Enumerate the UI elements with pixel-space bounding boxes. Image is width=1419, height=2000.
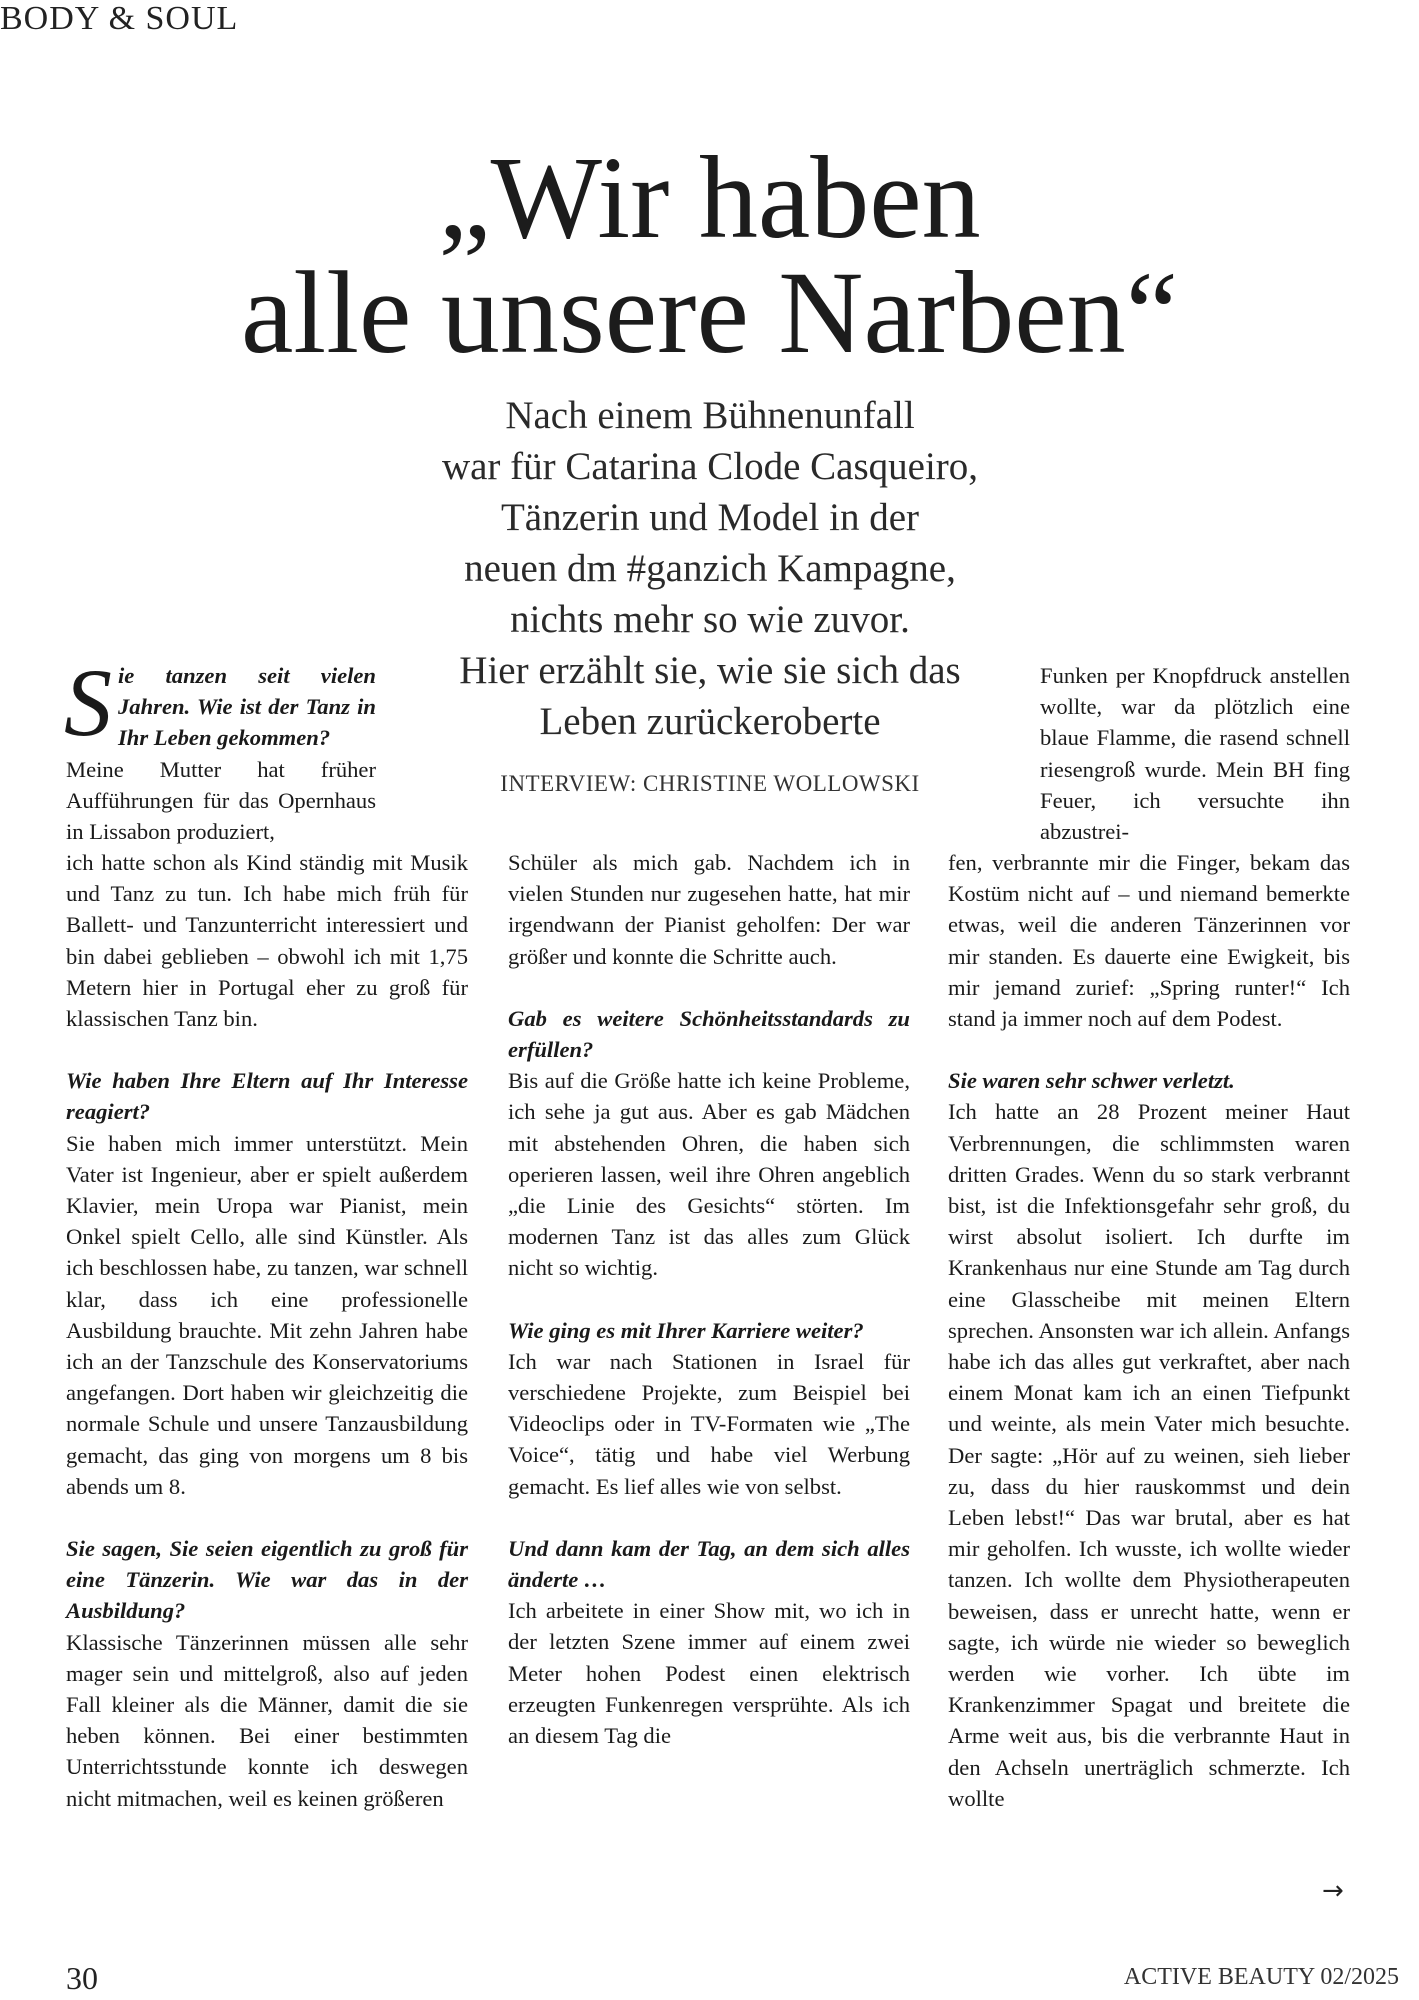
answer-5: Ich war nach Stationen in Israel für verschiedene Projekte, zum Beispiel bei Videoclips oder in TV-Formaten wie „The Voice“, tätig und habe viel Werbung gemacht. Es lief alles wie von selbst. [508, 1348, 910, 1499]
dek-line: neuen dm #ganzich Kampagne, [464, 547, 956, 590]
question-6: Und dann kam der Tag, an dem sich alles änderte … [508, 1535, 910, 1593]
answer-7: Ich hatte an 28 Prozent meiner Haut Verbrennungen, die schlimmsten waren dritten Grades. Wenn du so stark verbrannt bist, ist die Infektionsgefahr sehr groß, du wirst absolut isoliert. Ich durfte im Krankenhaus nur eine Stunde am Tag durch eine Glasscheibe mit meinen Eltern sprechen. Ansonsten war ich allein. Anfangs habe ich das alles gut verkraftet, aber nach einem Monat kam ich an einen Tiefpunkt und weinte, als mein Vater mich besuchte. Der sagte: „Hör auf zu weinen, sieh lieber zu, dass du hier rauskommst und dein Leben lebst!“ Das war brutal, aber es hat mir geholfen. Ich wusste, ich wollte wieder tanzen. Ich wollte dem Physiotherapeuten beweisen, dass er unrecht hatte, wenn er sagte, ich würde nie wieder so beweglich werden wie vorher. Ich übte im Krankenzimmer Spagat und breitete die Arme weit aus, bis die verbrannte Haut in den Achseln unerträglich schmerzte. Ich wollte [948, 1099, 1350, 1811]
dek-line: Leben zurückeroberte [539, 700, 881, 743]
dek-line: nichts mehr so wie zuvor. [510, 598, 910, 641]
headline [0, 132, 1419, 378]
column-3-top [1040, 660, 1350, 847]
answer-6: Ich arbeitete in einer Show mit, wo ich in der letzten Szene immer auf einem zwei Meter hohen Podest einen elektrisch erzeugten Funkenregen versprühte. Als ich an diesem Tag die [508, 1598, 910, 1749]
answer-3-end: Schüler als mich gab. Nachdem ich in vielen Stunden nur zugesehen hatte, hat mir irgendwann der Pianist geholfen: Der war größer und konnte die Schritte auch. [508, 850, 910, 969]
answer-6-end: fen, verbrannte mir die Finger, bekam das Kostüm nicht auf – und niemand bemerkte etwas, weil die anderen Tänzerinnen vor mir standen. Es dauerte eine Ewigkeit, bis mir jemand zurief: „Spring runter!“ Ich stand ja immer noch auf dem Podest. [948, 850, 1350, 1032]
answer-4: Bis auf die Größe hatte ich keine Probleme, ich sehe ja gut aus. Aber es gab Mädchen mit abstehenden Ohren, die haben sich operieren lassen, weil ihre Ohren angeblich „die Linie des Gesichts“ störten. Im modernen Tanz ist das alles zum Glück nicht so wichtig. [508, 1068, 910, 1281]
headline-line-2: alle unsere Narben“ [241, 247, 1178, 378]
answer-2: Sie haben mich immer unterstützt. Mein Vater ist Ingenieur, aber er spielt außerdem Klavier, mein Uropa war Pianist, mein Onkel spielt Cello, alle sind Künstler. Als ich beschlossen habe, zu tanzen, war schnell klar, dass ich eine professionelle Ausbildung brauchte. Mit zehn Jahren habe ich an der Tanzschule des Konservatoriums angefangen. Dort haben wir gleichzeitig die normale Schule und unsere Tanzausbildung gemacht, das ging von morgens um 8 bis abends um 8. [66, 1130, 468, 1499]
answer-1-end: ich hatte schon als Kind ständig mit Musik und Tanz zu tun. Ich habe mich früh für Ballett- und Tanzunterricht interessiert und bin dabei geblieben – obwohl ich mit 1,75 Metern hier in Portugal eher zu groß für klassischen Tanz bin. [66, 850, 468, 1032]
byline: INTERVIEW: CHRISTINE WOLLOWSKI [500, 771, 920, 796]
question-5: Wie ging es mit Ihrer Karriere weiter? [508, 1317, 864, 1343]
headline-line-1: „Wir haben [438, 132, 981, 263]
dek-line: Nach einem Bühnenunfall [505, 394, 915, 437]
column-1-top [64, 649, 376, 847]
drop-cap: S [64, 649, 112, 756]
dek [400, 390, 1020, 747]
page-number: 30 [66, 1960, 98, 1996]
answer-3: Klassische Tänzerinnen müssen alle sehr mager sein und mittelgroß, also auf jeden Fall kleiner als die Männer, damit die sie heben können. Bei einer bestimmten Unterrichtsstunde konnte ich deswegen nicht mitmachen, weil es keinen größeren [66, 1629, 468, 1811]
column-3-bottom [948, 847, 1350, 1814]
magazine-footer: ACTIVE BEAUTY 02/2025 [1123, 1964, 1399, 1990]
column-1-bottom [66, 847, 468, 1814]
continue-arrow-icon: → [1322, 1876, 1344, 1906]
dek-line: Tänzerin und Model in der [500, 496, 920, 539]
answer-1-start: Meine Mutter hat früher Aufführungen für das Opernhaus in Lissabon produziert, [66, 756, 376, 845]
question-1: ie tanzen seit vielen Jahren. Wie ist der Tanz in Ihr Leben gekommen? [118, 663, 376, 751]
question-2: Wie haben Ihre Eltern auf Ihr Interesse reagiert? [66, 1068, 468, 1125]
answer-6-continued: Funken per Knopfdruck anstellen wollte, war da plötzlich eine blaue Flamme, die rasend schnell riesengroß wurde. Mein BH fing Feuer, ich versuchte ihn abzustrei- [1040, 663, 1350, 845]
question-7: Sie waren sehr schwer verletzt. [948, 1068, 1235, 1094]
question-3: Sie sagen, Sie seien eigentlich zu groß für eine Tänzerin. Wie war das in der Ausbildung? [66, 1536, 468, 1624]
column-2 [508, 847, 910, 1751]
dek-line: war für Catarina Clode Casqueiro, [441, 445, 979, 488]
dek-line: Hier erzählt sie, wie sie sich das [459, 649, 961, 692]
question-4: Gab es weitere Schönheitsstandards zu erfüllen? [508, 1005, 910, 1063]
section-label: BODY & SOUL [0, 0, 239, 37]
